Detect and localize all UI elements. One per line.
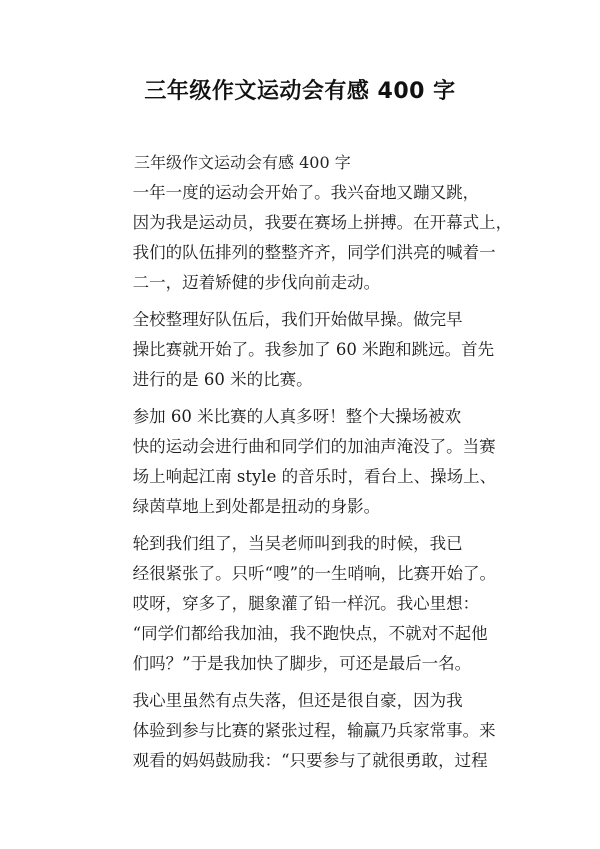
text-line: 经很紧张了。只听“嗖”的一生哨响，比赛开始了。	[132, 564, 497, 583]
text-line: 绿茵草地上到处都是扭动的身影。	[132, 497, 381, 516]
paragraph-1	[98, 178, 513, 298]
text-line: 全校整理好队伍后，我们开始做早操。做完早	[132, 310, 463, 329]
text-line: 体验到参与比赛的紧张过程，输赢乃兵家常事。来	[132, 721, 496, 740]
text-line: 我们的队伍排列的整整齐齐，同学们洪亮的喊着一	[132, 243, 496, 262]
text-line: 操比赛就开始了。我参加了 60 米跑和跳远。首先	[132, 340, 495, 359]
text-line: 们吗？”于是我加快了脚步，可还是最后一名。	[132, 654, 472, 673]
text-line: 二一，迈着矫健的步伐向前走动。	[132, 273, 381, 292]
text-line: 观看的妈妈鼓励我：“只要参与了就很勇敢，过程	[132, 751, 488, 770]
text-line: 我心里虽然有点失落，但还是很自豪，因为我	[132, 691, 463, 710]
paragraph-4	[98, 529, 504, 679]
paragraph-5	[98, 686, 504, 776]
text-line: “同学们都给我加油，我不跑快点，不就对不起他	[132, 624, 488, 643]
paragraph-3	[98, 402, 504, 522]
text-line: 轮到我们组了，当吴老师叫到我的时候，我已	[132, 534, 463, 553]
text-line: 哎呀，穿多了，腿象灌了铅一样沉。我心里想：	[132, 594, 480, 613]
text-line: 因为我是运动员，我要在赛场上拼搏。在开幕式上，	[132, 213, 513, 232]
text-line: 一年一度的运动会开始了。我兴奋地又蹦又跳，	[132, 183, 480, 202]
document-body	[98, 178, 513, 783]
document-subtitle: 三年级作文运动会有感 400 字	[134, 153, 351, 172]
paragraph-2	[98, 305, 504, 395]
document-title: 三年级作文运动会有感 400 字	[144, 79, 456, 104]
text-line: 参加 60 米比赛的人真多呀！整个大操场被欢	[132, 407, 462, 426]
text-line: 场上响起江南 style 的音乐时，看台上、操场上、	[132, 467, 497, 486]
text-line: 进行的是 60 米的比赛。	[132, 370, 313, 389]
text-line: 快的运动会进行曲和同学们的加油声淹没了。当赛	[132, 437, 496, 456]
